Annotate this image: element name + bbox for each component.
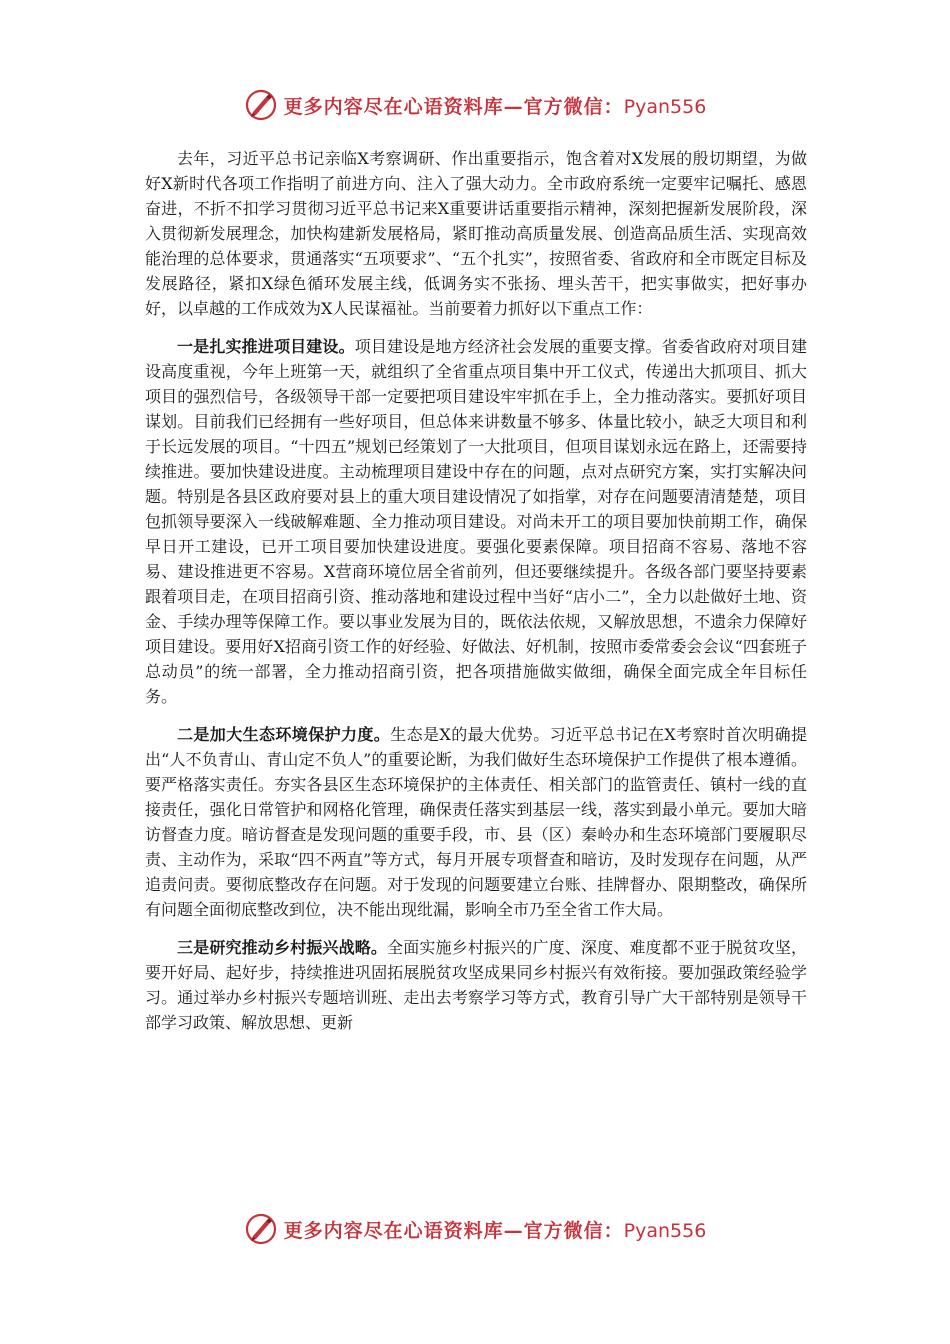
paragraph-text: 去年，习近平总书记亲临X考察调研、作出重要指示，饱含着对X发展的殷切期望，为做好X新时代各项工作指明了前进方向、注入了强大动力。全市政府系统一定要牢记嘱托、感恩奋进，不折不扣学习贯彻习近平总书记来X重要讲话重要指示精神，深刻把握新发展阶段，深入贯彻新发展理念，加快构建新发展格局，紧盯推动高质量发展、创造高品质生活、实现高效能治理的总体要求，贯通落实“五项要求”、“五个扎实”，按照省委、省政府和全市既定目标及发展路径，紧扣X绿色循环发展主线，低调务实不张扬、埋头苦干，把实事做实，把好事办好，以卓越的工作成效为X人民谋福祉。当前要着力抓好以下重点工作： [145, 149, 807, 318]
watermark-text [284, 1216, 707, 1243]
watermark-label: 更多内容尽在心语资料库—官方微信： [283, 95, 624, 118]
paragraph-rural-revitalization [145, 935, 807, 1035]
paragraph-lead: 三是研究推动乡村振兴战略。 [177, 938, 388, 957]
paragraph-project-construction [145, 334, 807, 709]
watermark-text [284, 92, 707, 119]
watermark-footer [0, 1212, 950, 1246]
pen-logo-icon [244, 1212, 278, 1246]
paragraph-lead: 一是扎实推进项目建设。 [177, 337, 355, 356]
watermark-id: Pyan556 [623, 95, 707, 118]
paragraph-text: 项目建设是地方经济社会发展的重要支撑。省委省政府对项目建设高度重视，今年上班第一天，就组织了全省重点项目集中开工仪式，传递出大抓项目、抓大项目的强烈信号，各级领导干部一定要把项目建设牢牢抓在手上，全力推动落实。要抓好项目谋划。目前我们已经拥有一些好项目，但总体来讲数量不够多、体量比较小，缺乏大项目和利于长远发展的项目。“十四五”规划已经策划了一大批项目，但项目谋划永远在路上，还需要持续推进。要加快建设进度。主动梳理项目建设中存在的问题，点对点研究方案，实打实解决问题。特别是各县区政府要对县上的重大项目建设情况了如指掌，对存在问题要清清楚楚，项目包抓领导要深入一线破解难题、全力推动项目建设。对尚未开工的项目要加快前期工作，确保早日开工建设，已开工项目要加快建设进度。要强化要素保障。项目招商不容易、落地不容易、建设推进更不容易。X营商环境位居全省前列，但还要继续提升。各级各部门要坚持要素跟着项目走，在项目招商引资、推动落地和建设过程中当好“店小二”，全力以赴做好土地、资金、手续办理等保障工作。要以事业发展为目的，既依法依规，又解放思想，不遗余力保障好项目建设。要用好X招商引资工作的好经验、好做法、好机制，按照市委常委会会议“四套班子总动员”的统一部署，全力推动招商引资，把各项措施做实做细，确保全面完成全年目标任务。 [145, 337, 807, 706]
watermark-id: Pyan556 [623, 1219, 707, 1242]
pen-logo-icon [244, 88, 278, 122]
watermark-header [0, 88, 950, 122]
paragraph-intro [145, 146, 807, 321]
paragraph-text: 全面实施乡村振兴的广度、深度、难度都不亚于脱贫攻坚，要开好局、起好步，持续推进巩固拓展脱贫攻坚成果同乡村振兴有效衔接。要加强政策经验学习。通过举办乡村振兴专题培训班、走出去考察学习等方式，教育引导广大干部特别是领导干部学习政策、解放思想、更新 [145, 938, 807, 1032]
document-body [145, 146, 807, 1048]
watermark-label: 更多内容尽在心语资料库—官方微信： [283, 1219, 624, 1242]
paragraph-text: 生态是X的最大优势。习近平总书记在X考察时首次明确提出“人不负青山、青山定不负人”的重要论断，为我们做好生态环境保护工作提供了根本遵循。要严格落实责任。夯实各县区生态环境保护的主体责任、相关部门的监管责任、镇村一线的直接责任，强化日常管护和网格化管理，确保责任落实到基层一线，落实到最小单元。要加大暗访督查力度。暗访督查是发现问题的重要手段，市、县（区）秦岭办和生态环境部门要履职尽责、主动作为，采取“四不两直”等方式，每月开展专项督查和暗访，及时发现存在问题，从严追责问责。要彻底整改存在问题。对于发现的问题要建立台账、挂牌督办、限期整改，确保所有问题全面彻底整改到位，决不能出现纰漏，影响全市乃至全省工作大局。 [145, 725, 807, 919]
paragraph-lead: 二是加大生态环境保护力度。 [177, 725, 391, 744]
paragraph-ecology [145, 722, 807, 922]
